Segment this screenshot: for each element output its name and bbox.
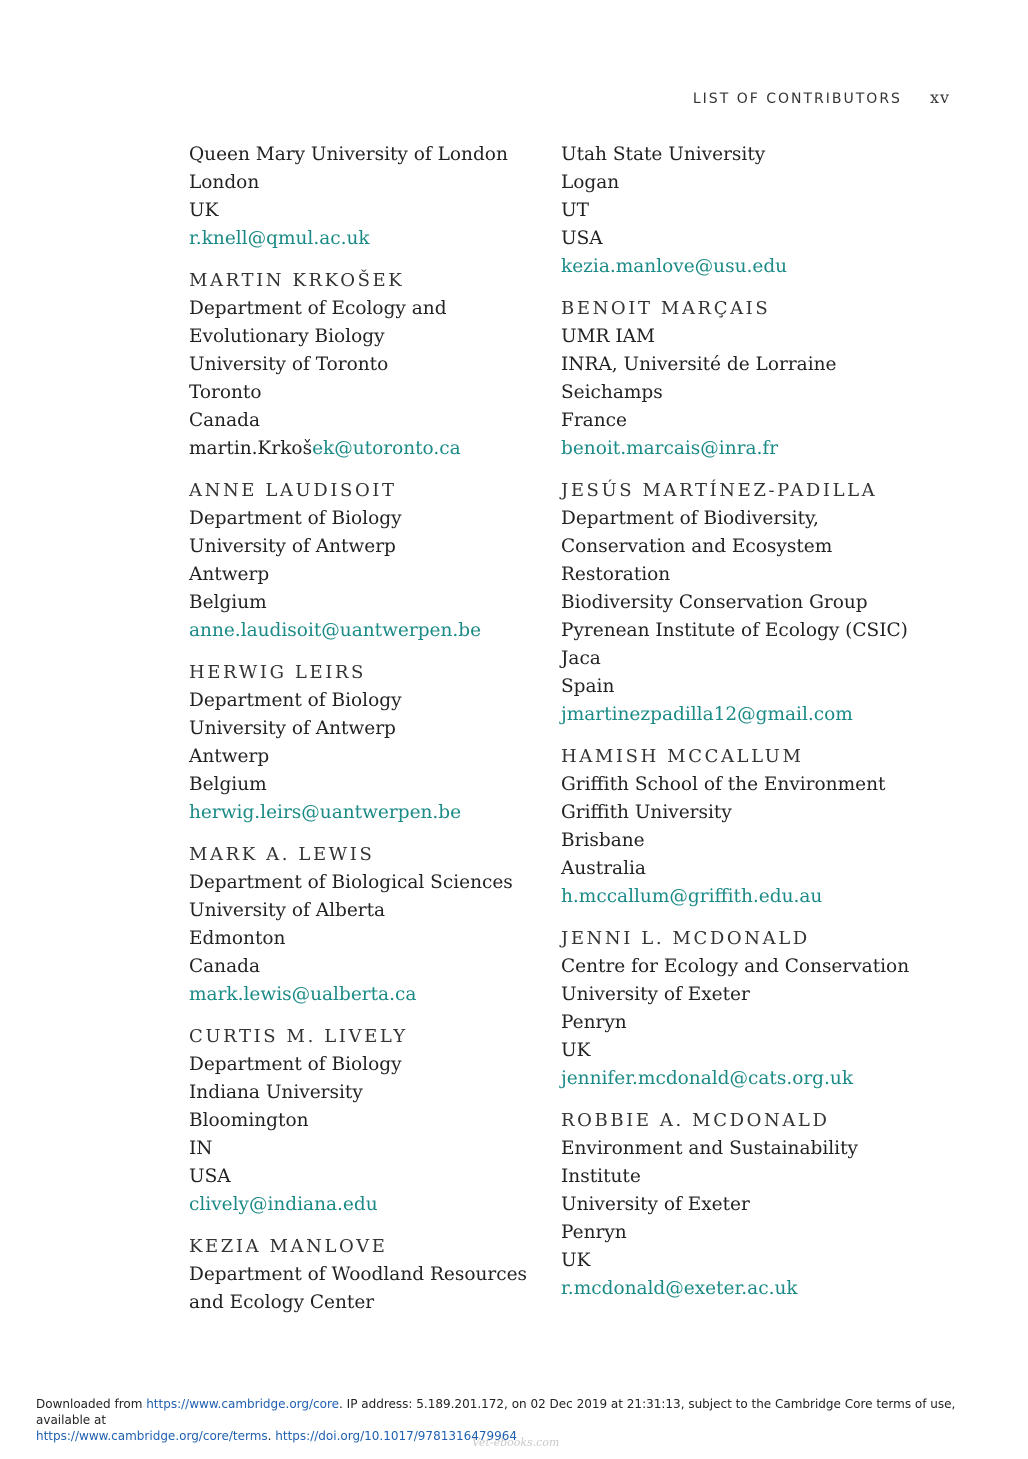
footer-text: Downloaded from <box>36 1397 147 1411</box>
contributor-entry <box>189 1023 539 1219</box>
affiliation-line: Institute <box>561 1166 641 1187</box>
affiliation-line: Biodiversity Conservation Group <box>561 592 868 613</box>
affiliation-line: Griffith University <box>561 802 732 823</box>
affiliation-line: Department of Ecology and <box>189 298 447 319</box>
contributor-entry <box>189 659 539 827</box>
contributor-name: MARTIN KRKOŠEK <box>189 270 405 291</box>
contributor-entry <box>561 141 921 281</box>
affiliation-line: Indiana University <box>189 1082 363 1103</box>
affiliation-line: Bloomington <box>189 1110 309 1131</box>
affiliation-line: USA <box>189 1166 231 1187</box>
contributor-entry <box>189 141 539 253</box>
footer-text: . <box>267 1429 276 1443</box>
page-number: xv <box>929 88 950 107</box>
footer-text: . IP address: 5.189.201.172, on 02 Dec 2019 at 21:31:13, subject to the Cambridge Core terms of use, available at <box>36 1397 956 1427</box>
affiliation-line: USA <box>561 228 603 249</box>
email-link[interactable]: kezia.manlove@usu.edu <box>561 256 788 277</box>
contributor-name: BENOIT MARÇAIS <box>561 298 771 319</box>
running-head <box>693 88 950 107</box>
affiliation-line: Toronto <box>189 382 262 403</box>
affiliation-line: Department of Biological Sciences <box>189 872 513 893</box>
contributor-name: HAMISH MCCALLUM <box>561 746 804 767</box>
affiliation-line: Queen Mary University of London <box>189 144 508 165</box>
affiliation-line: France <box>561 410 627 431</box>
affiliation-line: London <box>189 172 260 193</box>
contributor-entry <box>189 1233 539 1317</box>
contributor-entry <box>189 267 539 463</box>
affiliation-line: University of Alberta <box>189 900 386 921</box>
email-link[interactable]: clively@indiana.edu <box>189 1194 378 1215</box>
affiliation-line: Edmonton <box>189 928 286 949</box>
email-link[interactable] <box>189 435 539 463</box>
affiliation-line: Griffith School of the Environment <box>561 774 886 795</box>
affiliation-line: Antwerp <box>189 746 270 767</box>
affiliation-line: Utah State University <box>561 144 766 165</box>
email-link[interactable]: jennifer.mcdonald@cats.org.uk <box>561 1068 854 1089</box>
doi-link[interactable]: https://doi.org/10.1017/9781316479964 <box>275 1429 518 1443</box>
affiliation-line: Canada <box>189 956 261 977</box>
contributor-name: ANNE LAUDISOIT <box>189 480 397 501</box>
affiliation-line: University of Toronto <box>189 354 389 375</box>
affiliation-line: Brisbane <box>561 830 645 851</box>
affiliation-line: Spain <box>561 676 615 697</box>
affiliation-line: Department of Biodiversity, <box>561 508 819 529</box>
affiliation-line: Belgium <box>189 774 267 795</box>
contributor-name: JESÚS MARTÍNEZ-PADILLA <box>561 480 878 501</box>
email-link[interactable]: r.knell@qmul.ac.uk <box>189 228 370 249</box>
affiliation-line: IN <box>189 1138 213 1159</box>
contributor-name: MARK A. LEWIS <box>189 844 375 865</box>
email-link[interactable]: herwig.leirs@uantwerpen.be <box>189 802 462 823</box>
affiliation-line: Seichamps <box>561 382 663 403</box>
email-link[interactable]: h.mccallum@griffith.edu.au <box>561 886 823 907</box>
affiliation-line: Jaca <box>561 648 601 669</box>
affiliation-line: Centre for Ecology and Conservation <box>561 956 910 977</box>
affiliation-line: Evolutionary Biology <box>189 326 385 347</box>
contributor-entry <box>561 295 921 463</box>
email-link-part[interactable]: ek@utoronto.ca <box>312 438 461 459</box>
affiliation-line: Pyrenean Institute of Ecology (CSIC) <box>561 620 908 641</box>
affiliation-line: Australia <box>561 858 646 879</box>
contributor-name: HERWIG LEIRS <box>189 662 366 683</box>
affiliation-line: Department of Biology <box>189 1054 402 1075</box>
left-column <box>189 141 539 1331</box>
affiliation-line: Department of Biology <box>189 508 402 529</box>
affiliation-line: Logan <box>561 172 620 193</box>
email-plain-part: martin.Krkoš <box>189 438 313 459</box>
right-column <box>561 141 921 1317</box>
contributor-entry <box>189 841 539 1009</box>
affiliation-line: University of Exeter <box>561 1194 750 1215</box>
contributor-entry <box>561 477 921 729</box>
affiliation-line: Department of Biology <box>189 690 402 711</box>
affiliation-line: Penryn <box>561 1222 627 1243</box>
cambridge-core-link[interactable]: https://www.cambridge.org/core <box>146 1397 340 1411</box>
affiliation-line: UK <box>561 1250 591 1271</box>
section-title: LIST OF CONTRIBUTORS <box>692 91 902 107</box>
watermark: Vet-ebooks.com <box>472 1436 560 1449</box>
contributor-name: CURTIS M. LIVELY <box>189 1026 408 1047</box>
affiliation-line: Environment and Sustainability <box>561 1138 858 1159</box>
affiliation-line: UT <box>561 200 589 221</box>
affiliation-line: Penryn <box>561 1012 627 1033</box>
affiliation-line: UK <box>561 1040 591 1061</box>
affiliation-line: and Ecology Center <box>189 1292 375 1313</box>
affiliation-line: Antwerp <box>189 564 270 585</box>
affiliation-line: Restoration <box>561 564 671 585</box>
affiliation-line: UK <box>189 200 219 221</box>
terms-link[interactable]: https://www.cambridge.org/core/terms <box>36 1429 268 1443</box>
affiliation-line: Conservation and Ecosystem <box>561 536 833 557</box>
contributor-entry <box>189 477 539 645</box>
affiliation-line: Department of Woodland Resources <box>189 1264 528 1285</box>
affiliation-line: University of Exeter <box>561 984 750 1005</box>
email-link[interactable]: mark.lewis@ualberta.ca <box>189 984 417 1005</box>
email-link[interactable]: anne.laudisoit@uantwerpen.be <box>189 620 482 641</box>
contributor-name: KEZIA MANLOVE <box>189 1236 388 1257</box>
contributor-entry <box>561 743 921 911</box>
affiliation-line: Belgium <box>189 592 267 613</box>
affiliation-line: UMR IAM <box>561 326 655 347</box>
affiliation-line: INRA, Université de Lorraine <box>561 354 837 375</box>
email-link[interactable]: jmartinezpadilla12@gmail.com <box>561 704 853 725</box>
contributor-name: JENNI L. MCDONALD <box>561 928 810 949</box>
affiliation-line: University of Antwerp <box>189 718 396 739</box>
affiliation-line: Canada <box>189 410 261 431</box>
contributor-entry <box>561 1107 921 1303</box>
email-link[interactable]: benoit.marcais@inra.fr <box>561 438 779 459</box>
contributor-name: ROBBIE A. MCDONALD <box>561 1110 830 1131</box>
email-link[interactable]: r.mcdonald@exeter.ac.uk <box>561 1278 798 1299</box>
contributor-entry <box>561 925 921 1093</box>
affiliation-line: University of Antwerp <box>189 536 396 557</box>
